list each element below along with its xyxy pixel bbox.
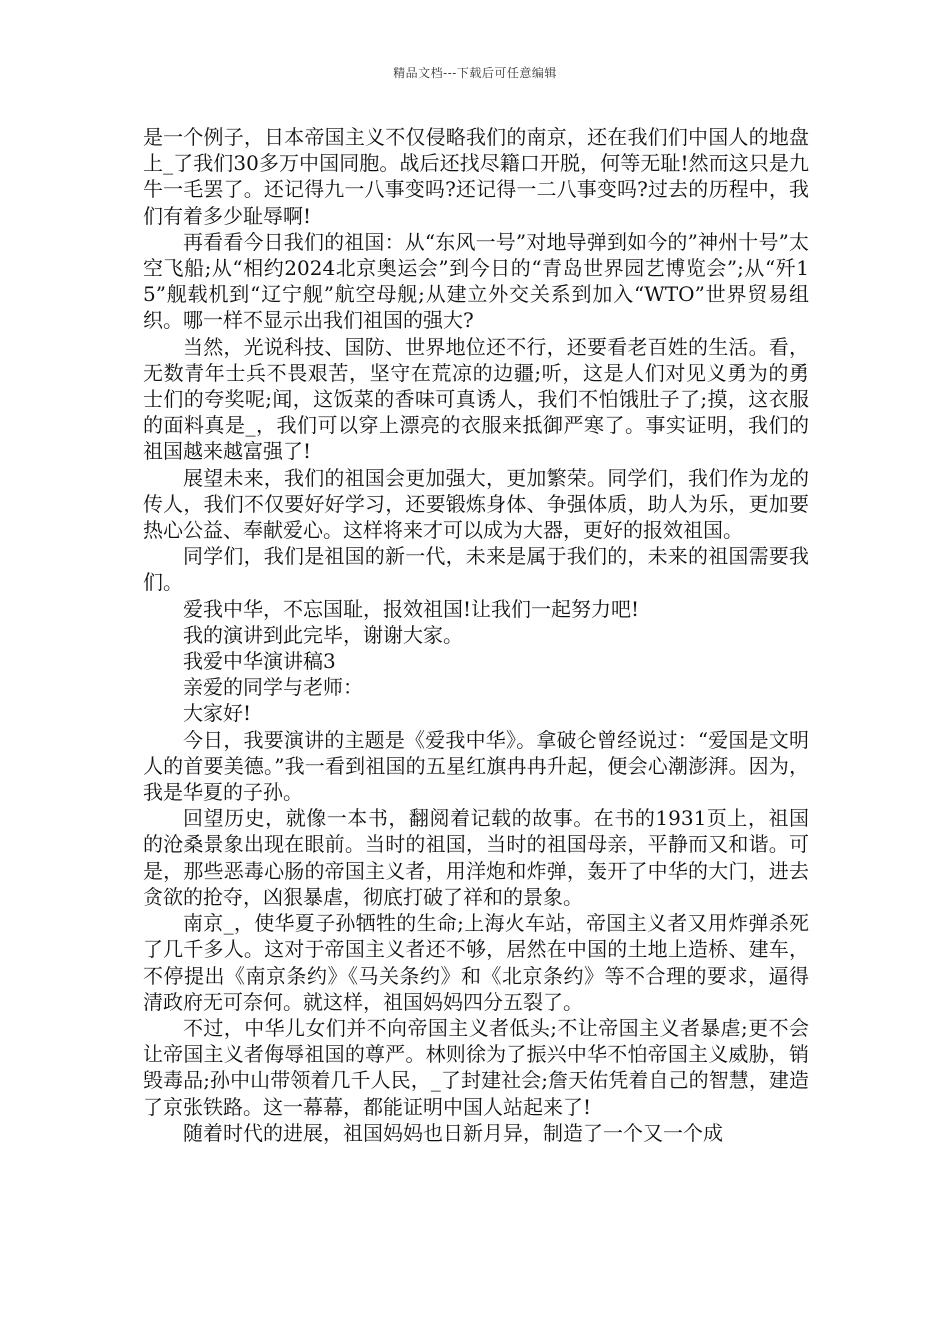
paragraph: 随着时代的进展，祖国妈妈也日新月异，制造了一个又一个成 bbox=[183, 1120, 723, 1145]
paragraph: 当然，光说科技、国防、世界地位还不行，还要看老百姓的生活。看，无数青年士兵不畏艰苦，坚守在荒凉的边疆;听，这是人们对见义勇为的勇士们的夸奖呢;闻，这饭菜的香味可真诱人，我们不怕饿肚子了;摸，这衣服的面料真是_，我们可以穿上漂亮的衣服来抵御严寒了。事实证明，我们的祖国越来越富强了! bbox=[143, 334, 809, 464]
paragraph: 南京_，使华夏子孙牺牲的生命;上海火车站，帝国主义者又用炸弹杀死了几千多人。这对于帝国主义者还不够，居然在中国的土地上造桥、建车，不停提出《南京条约》《马关条约》和《北京条约》等不合理的要求，逼得清政府无可奈何。就这样，祖国妈妈四分五裂了。 bbox=[143, 911, 809, 1014]
paragraph: 是一个例子，日本帝国主义不仅侵略我们的南京，还在我们们中国人的地盘上_了我们30多万中国同胞。战后还找尽籍口开脱，何等无耻!然而这只是九牛一毛罢了。还记得九一八事变吗?还记得一二八事变吗?过去的历程中，我们有着多少耻辱啊! bbox=[143, 125, 809, 228]
paragraph: 不过，中华儿女们并不向帝国主义者低头;不让帝国主义者暴虐;更不会让帝国主义者侮辱祖国的尊严。林则徐为了振兴中华不怕帝国主义威胁，销毁毒品;孙中山带领着几千人民，_了封建社会;詹天佑凭着自己的智慧，建造了京张铁路。这一幕幕，都能证明中国人站起来了! bbox=[143, 1015, 809, 1119]
paragraph: 展望未来，我们的祖国会更加强大，更加繁荣。同学们，我们作为龙的传人，我们不仅要好好学习，还要锻炼身体、争强体质，助人为乐，更加要热心公益、奉献爱心。这样将来才可以成为大器，更好的报效祖国。 bbox=[143, 465, 809, 543]
paragraph: 再看看今日我们的祖国：从“东风一号”对地导弹到如今的”神州十号”太空飞船;从“相约2024北京奥运会”到今日的“青岛世界园艺博览会”;从“歼15”舰载机到“辽宁舰”航空母舰;从建立外交关系到加入“WTO”世界贸易组织。哪一样不显示出我们祖国的强大? bbox=[143, 229, 809, 333]
section-title: 我爱中华演讲稿3 bbox=[183, 649, 336, 674]
page-header: 精品文档---下载后可任意编辑 bbox=[393, 66, 557, 80]
paragraph: 我的演讲到此完毕，谢谢大家。 bbox=[183, 622, 463, 647]
document-body bbox=[143, 124, 809, 1146]
paragraph: 回望历史，就像一本书，翻阅着记载的故事。在书的1931页上，祖国的沧桑景象出现在眼前。当时的祖国，当时的祖国母亲，平静而又和谐。可是，那些恶毒心肠的帝国主义者，用洋炮和炸弹，轰开了中华的大门，进去贪欲的抢夺，凶狠暴虐，彻底打破了祥和的景象。 bbox=[143, 806, 809, 909]
salutation: 亲爱的同学与老师： bbox=[183, 675, 363, 700]
paragraph: 爱我中华，不忘国耻，报效祖国!让我们一起努力吧! bbox=[183, 596, 640, 621]
paragraph: 今日，我要演讲的主题是《爱我中华》。拿破仑曾经说过：“爱国是文明人的首要美德。”我一看到祖国的五星红旗冉冉升起，便会心潮澎湃。因为，我是华夏的子孙。 bbox=[143, 727, 809, 805]
greeting: 大家好! bbox=[183, 701, 252, 726]
paragraph: 同学们，我们是祖国的新一代，未来是属于我们的，未来的祖国需要我们。 bbox=[143, 544, 809, 595]
